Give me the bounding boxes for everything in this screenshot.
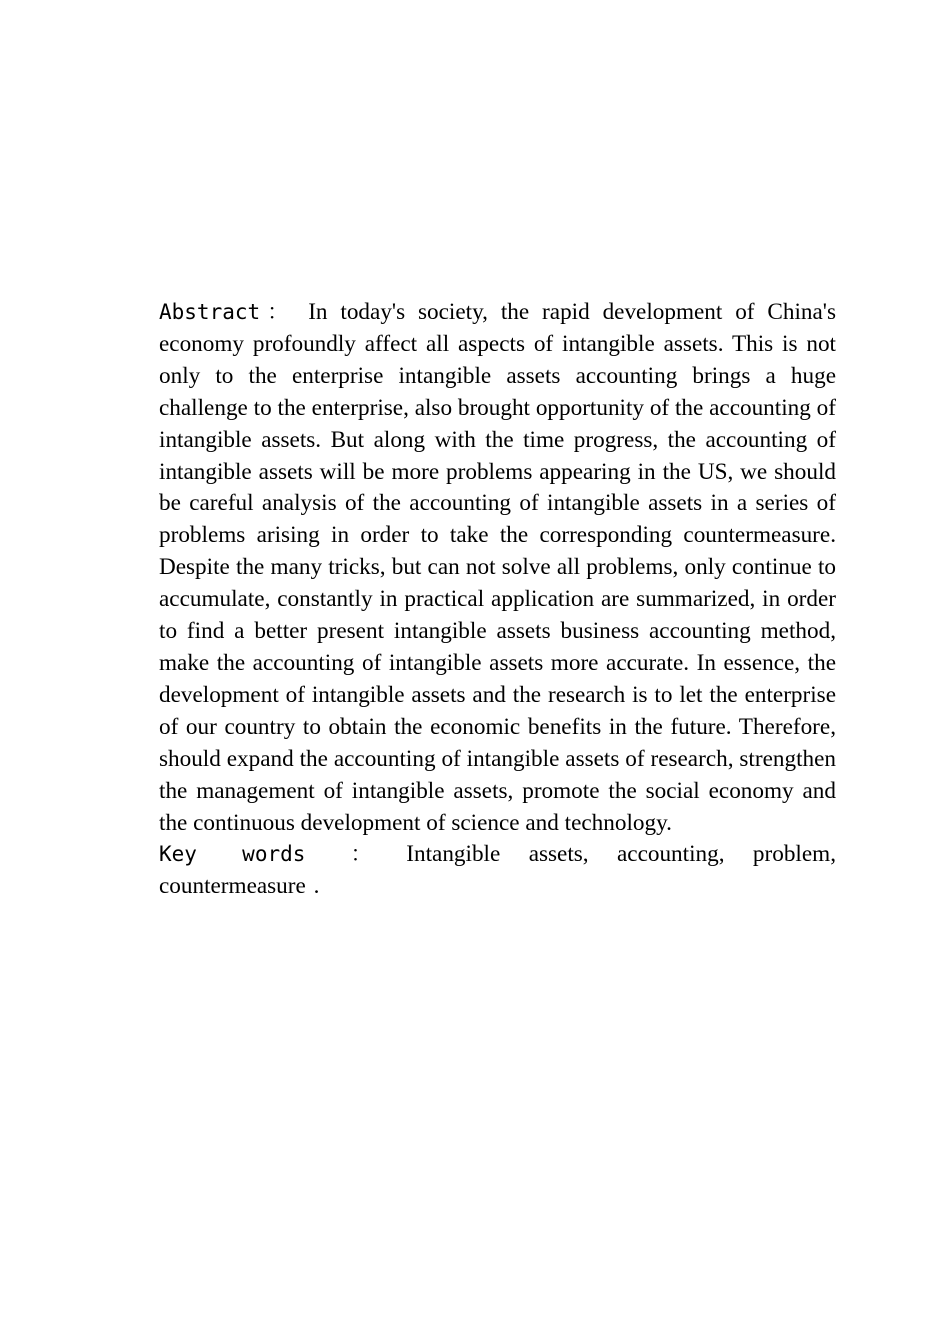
abstract-text: In today's society, the rapid development of China's economy profoundly affect all aspects of intangible assets. This is not only to the enterprise intangible assets accounting brings a huge challenge to the enterprise, also brought opportunity of the accounting of intangible assets. But along with the time progress, the accounting of intangible assets will be more problems appearing in the US, we should be careful analysis of the accounting of intangible assets in a series of problems arising in order to take the corresponding countermeasure. Despite the many tricks, but can not solve all problems, only continue to accumulate, constantly in practical application are summarized, in order to find a better present intangible assets business accounting method, make the accounting of intangible assets more accurate. In essence, the development of intangible assets and the research is to let the enterprise of our country to obtain the economic benefits in the future. Therefore, should expand the accounting of intangible assets of research, strengthen the management of intangible assets, promote the social economy and the continuous development of science and technology. xyxy=(159,299,837,836)
abstract-paragraph xyxy=(159,297,836,839)
keywords-text: Intangible assets, accounting, problem, countermeasure . xyxy=(159,841,837,900)
keywords-label: Key words ： xyxy=(159,842,393,867)
abstract-section xyxy=(159,297,836,903)
keywords-paragraph xyxy=(159,839,836,903)
abstract-label: Abstract： xyxy=(159,300,296,324)
